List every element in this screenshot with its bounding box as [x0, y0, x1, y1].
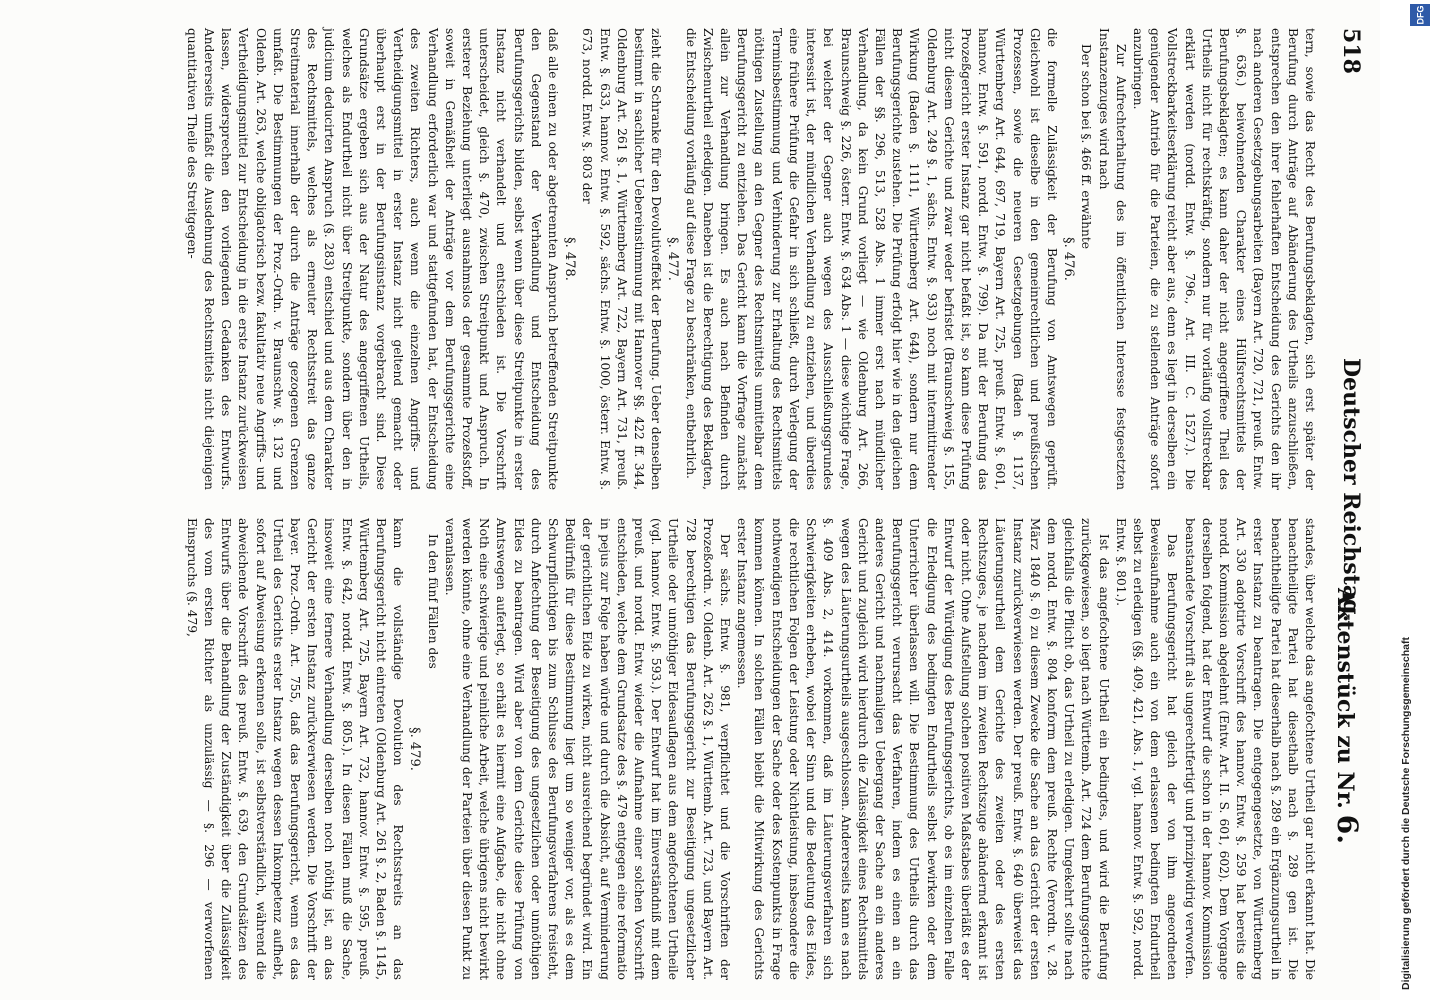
- header-right-label: Aktenstück zu Nr.: [1332, 588, 1358, 809]
- section-heading: §. 477.: [665, 237, 681, 281]
- paragraph: Zur Aufrechterhaltung des im öffentlichen Interesse festgesetzten Instanzenzuges wird nach: [1096, 28, 1128, 490]
- right-column: [183, 518, 1318, 980]
- paragraph: standes, über welche das angefochtene Urtheil gar nicht erkannt hat. Die benachtheiligte Partei hat diesethalb nach §. 289 gen ist. Die benachtheiligte Partei hat dieserhalb nach §. 289 ein Ergänzungsurtheil in erster Instanz zu beantragen. Die entgegengesetzte, von Württemberg Art. 330 adoptirte Vorschrift des hannov. Entw. §. 259 hat bereits die nordd. Kommission abgelehnt (Entw. Art. II. S. 601, 602). Dem Vorgange derselben folgend, hat der Entwurf die schon in der hannov. Kommission beanstandete Vorschrift als ungerechtfertigt und prinzipwidrig verworfen.: [1182, 518, 1317, 980]
- section-heading: §. 478.: [562, 237, 578, 281]
- paragraph: daß alle einen zu oder abgetrennten Anspruch betreffenden Streitpunkte den Gegenstand der Verhandlung und Entscheidung des Berufungsgerichts bilden, selbst wenn über diese Streitpunkte in erster Instanz nicht verhandelt und entschieden ist. Die Vorschrift unterscheidet, gleich §. 470, zwischen Streitpunkt und Anspruch. In ersterer Beziehung unterliegt ausnahmslos der gesammte Prozeßstoff, soweit in Gemäßheit der Anträge vor dem Berufungsgerichte eine Verhandlung erforderlich war und stattgefunden hat, der Entscheidung des zweiten Richters, auch wenn die einzelnen Angriffs- und Vertheidigungsmittel in erster Instanz nicht geltend gemacht oder überhaupt erst in der Berufungsinstanz vorgebracht sind. Diese Grundsätze ergeben sich aus der Natur des angegriffenen Urtheils, welches als Endurtheil nicht über Streitpunkte, sondern über den in judicium deducirten Anspruch (§. 283) entschied und aus dem Charakter des Rechtsmittels, welches als erneuter Rechtsstreit das ganze Streitmaterial innerhalb der durch die Anträge gezogenen Grenzen umfaßt. Die Bestimmungen der Proz.-Ordn. v. Braunschw. §. 132 und Oldenb. Art. 263, welche obligatorisch bezw. fakultativ neue Angriffs- und Vertheidigungsmittel zur Entscheidung in die erste Instanz zurückweisen lassen, widersprechen den vorliegenden Gedanken des Entwurfs. Andererseits umfaßt die Ausdehnung des Rechtsmittels nicht diejenigen quantitativen Theile des Streitgegen-: [184, 28, 561, 490]
- paragraph: zieht die Schranke für den Devolutiveffekt der Berufung. Ueber denselben bestimmt in sachlicher Uebereinstimmung mit Hannover §§. 422 ff. 344, Oldenburg Art. 261 §. 1, Württemberg Art. 722, Bayern Art. 731, preuß. Entw. §. 633, hannov. Entw. §. 592, sächs. Entw. §. 1000, österr. Entw. §. 673, nordd. Entw. §. 803 der: [580, 28, 664, 490]
- section-heading: §. 476.: [1061, 237, 1077, 281]
- section-heading: §. 479.: [407, 727, 423, 771]
- page-number: 518: [1338, 28, 1364, 74]
- left-column: [183, 28, 1318, 490]
- dfg-logo-icon: [1410, 4, 1430, 26]
- paragraph: die formelle Zulässigkeit der Berufung von Amtswegen geprüft. Gleichwohl ist dieselbe in den gemeinrechtlichen und preußischen Prozessen, sowie die neueren Gesetzgebungen (Baden §. 1137, Württemberg Art. 644, 697, 719, Bayern Art. 725, preuß. Entw. §. 601, hannov. Entw. §. 591, nordd. Entw. §. 799). Da mit der Berufung das Prozeßgericht erster Instanz gar nicht befaßt ist, so kann diese Prüfung nicht diesem Gerichte und zwar weder befristet (Braunschweig §. 155, Oldenburg Art. 249 §. 1, sächs. Entw. §. 933) noch mit intermittirender Wirkung (Baden §. 1111, Württemberg Art. 644), sondern nur dem Berufungsgerichte zustehen. Die Prüfung erfolgt hier wie in den gleichen Fällen der §§. 296, 513, 528 Abs. 1 immer erst nach mündlicher Verhandlung, da kein Grund vorliegt — wie Oldenburg Art. 266, Braunschweig §. 226, österr. Entw. §. 634 Abs. 1 — diese wichtige Frage, bei welcher der Gegner auch wegen des Ausschließungsgrundes interessirt ist, der mündlichen Verhandlung zu entziehen, und überdies eine frühere Prüfung die Gefahr in sich schließt, durch Verlegung der Terminsbestimmung und Verhinderung zur Erhaltung des Rechtsmittels nöthigen Zustellung an den Gegner des Rechtsmittels unmittelbar dem Berufungsgericht zu entziehen. Das Gericht kann die Vorfrage zunächst allein zur Verhandlung bringen. Es auch nach Befinden durch Zwischenurtheil erledigen. Daneben ist die Berechtigung des Beklagten, die Entscheidung vorläufig auf diese Frage zu beschränken, entbehrlich.: [683, 28, 1059, 490]
- running-header: [1332, 28, 1366, 960]
- paragraph: Das Berufungsgericht hat gleich der von ihm angeordneten Beweisaufnahme auch ein von dem erlassenen bedingten Endurtheil selbst zu erledigen (§§. 409, 421, Abs. 1, vgl. hannov. Entw. §. 592, nordd. Entw. §. 801.).: [1113, 518, 1180, 980]
- paragraph: Der schon bei §. 466 ff. erwähnte: [1079, 44, 1094, 249]
- paragraph: Der sächs. Entw. §. 981, verpflichtet und die Vorschriften der Prozeßordn. v. Oldenb. Art. 262 §. 1, Württemb. Art. 723, und Bayern Art. 728 berechtigen das Berufungsgericht zur Beseitigung ungesetzlicher Urtheile oder unnöthiger Eidesauflagen aus dem angefochtenen Urtheile (vgl. hannov. Entw. §. 593.). Der Entwurf hat im Einverständniß mit dem preuß. und nordd. Entw. wieder die Aufnahme einer solchen Vorschrift entschieden, welche dem Grundsatze des §. 479 entgegen eine reformatio in pejus zur Folge haben würde und durch die Absicht, auf Verminderung der gerichtlichen Eide zu wirken, nicht ausreichend begründet wird. Ein Bedürfniß für diese Bestimmung liegt um so weniger vor, als es dem Schwurpflichtigen bis zum Schlusse des Berufungsverfahrens freisteht, durch Anfechtung der Beseitigung des ungesetzlichen oder unnöthigen Eides zu beantragen. Wird aber von dem Gerichte diese Prüfung von Amtswegen auferlegt, so erhält es hiermit eine Aufgabe, die nicht ohne Noth eine schwierige und peinliche Arbeit, welche übrigens nicht bewirkt werden könnte, ohne eine Verhandlung der Parteien über diesen Punkt zu veranlassen.: [442, 518, 733, 980]
- header-number: 6.: [1331, 814, 1364, 845]
- paragraph: kann die vollständige Devolution des Rechtsstreits an das Berufungsgericht nicht eintreten (Oldenburg Art. 261 §. 2, Baden §. 1145, Württemberg Art. 725, Bayern Art. 732, hannov. Entw. §. 595, preuß. Entw. §. 642, nordd. Entw. §. 805.). In diesen Fällen muß die Sache, insoweit eine fernere Verhandlung derselben noch nöthig ist, an das Gericht der ersten Instanz zurückverwiesen werden. Die Vorschrift der bayer. Proz.-Ordn. Art. 755, daß das Berufungsgericht, wenn es das Urtheil des Gerichts erster Instanz wegen dessen Inkompetenz aufhebt, sofort auf Abweisung erkennen solle, ist selbstverständlich, während die abweichende Vorschrift des preuß. Entw. §. 639, den Grundsätzen des Entwurfs über die Behandlung der Zuständigkeit über die Zulässigkeit des vom ersten Richter als unzulässig — §. 296 — verworfenen Einspruchs (§. 479,: [184, 518, 406, 980]
- digitization-credit-bar: [1396, 0, 1432, 1000]
- paragraph: Ist das angefochtene Urtheil ein bedingtes, und wird die Berufung zurückgewiesen, so liegt nach Württemb. Art. 724 dem Berufungsgerichte gleichfalls die Pflicht ob, das Urtheil zu erledigen. Umgekehrt sollte nach dem nordd. Entw. §. 804 konform dem preuß. Rechte (Verordn. v. 28. März 1840 §. 6) zu diesem Zwecke die Sache an das Gericht der ersten Instanz zurückverwiesen werden. Der preuß. Entw. §. 640 überweist das Läuterungsurtheil dem Gerichte des zweiten oder des ersten Rechtszuges, je nachdem im zweiten Rechtszuge abändernd erkannt ist oder nicht. Ohne Aufstellung solchen positiven Maßstabes überläßt es der Entwurf der Würdigung des Berufungsgerichts, ob es im einzelnen Falle die Erledigung des bedingten Endurtheils selbst bewirken oder dem Unterrichter überlassen will. Die Bestimmung des Urtheils durch das Berufungsgericht verursacht das Verfahren, indem es einen an ein anderes Gericht und nachmaligen Uebergang der Sache an ein anderes Gericht und zugleich wird hierdurch die Zulässigkeit eines Rechtsmittels wegen des Läuterungsurtheils ausgeschlossen. Andererseits kann es nach §. 409 Abs. 2, 414. vorkommen, daß im Läuterungsverfahren sich Schwierigkeiten erheben, wobei der Sinn und die Bedeutung des Eides, die rechtlichen Folgen der Leistung oder Nichtleistung, insbesondere die nothwendigen Entscheidungen der Sache oder des Kostenpunkts in Frage kommen können. In solchen Fällen bleibt die Mitwirkung des Gerichts erster Instanz angemessen.: [735, 518, 1111, 980]
- logo-text: DFG: [1415, 5, 1425, 25]
- credit-text: Digitalisierung gefördert durch die Deutsche Forschungsgemeinschaft: [1400, 637, 1412, 990]
- header-right-title: [1331, 588, 1364, 844]
- header-left-title: Deutscher Reichstag.: [1338, 358, 1364, 623]
- paragraph: In den fünf Fällen des: [425, 534, 440, 669]
- paragraph: tern, sowie das Recht des Berufungsbeklagten, sich erst später der Berufung durch Anträge auf Abänderung des Urtheils anzuschließen, entsprechen den ihrer fehlerhaften Entscheidung des Gerichts den ihr nach anderen Gesetzgebungsarbeiten (Bayern Art. 720, 721, preuß. Entw. §. 636.) beiwohnenden Charakter eines Hülfsrechtsmittels der Berufungsbeklagten; es kann daher der nicht angegriffene Theil des Urtheils nicht für rechtskräftig, sondern nur für vorläufig vollstreckbar erklärt werden (nordd. Entw. §. 796., Art. III. C. 1527.). Die Vollstreckbarkeitserklärung reicht aber aus, denn es liegt in derselben ein genügender Antrieb für die Parteien, die zu stellenden Anträge sofort anzubringen.: [1130, 28, 1317, 490]
